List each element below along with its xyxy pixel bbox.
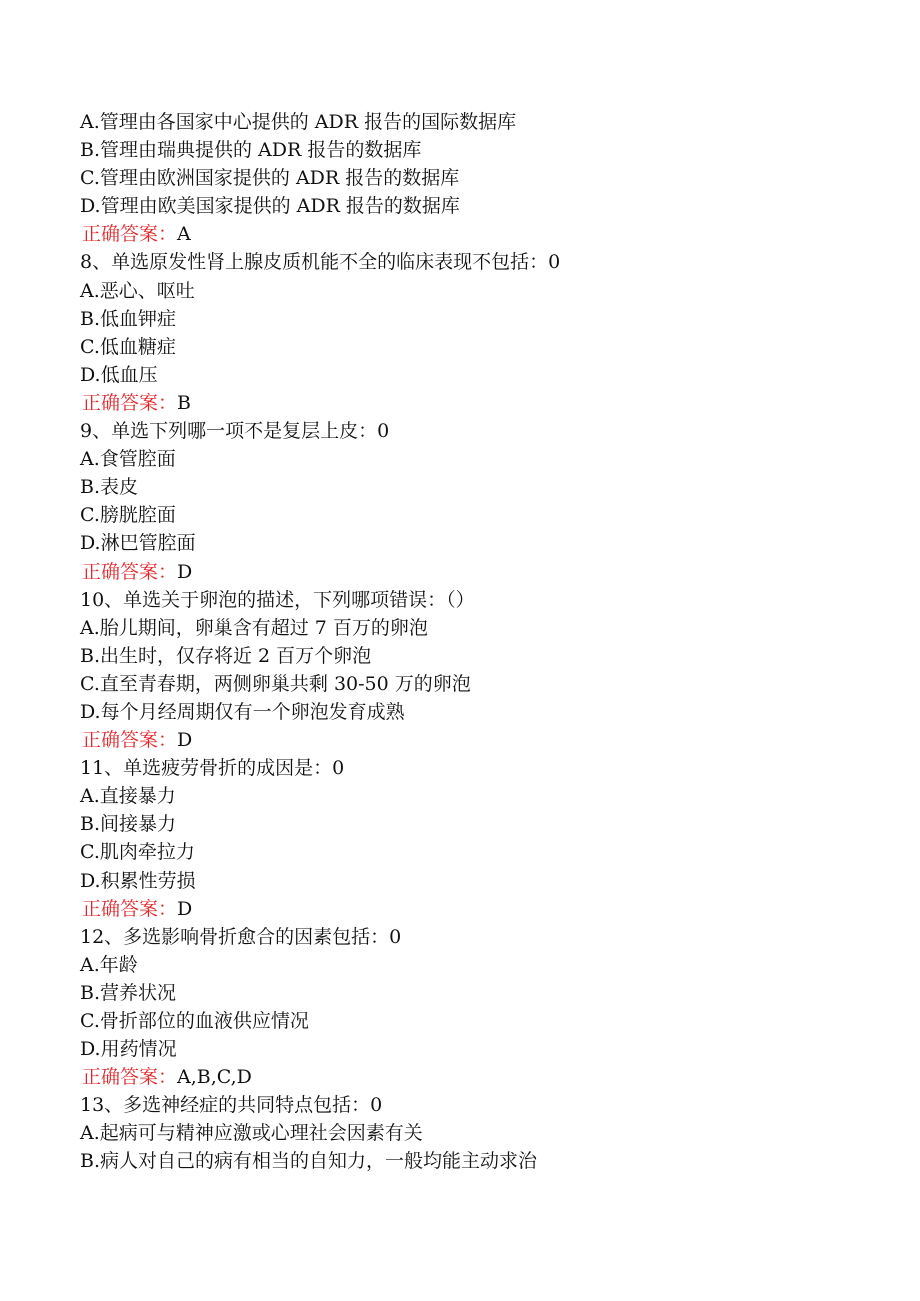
option-text: D.用药情况 xyxy=(80,1038,177,1061)
question-text: 9、单选下列哪一项不是复层上皮：0 xyxy=(80,420,390,443)
option-text: C.骨折部位的血液供应情况 xyxy=(80,1010,309,1032)
correct-answer xyxy=(80,558,860,586)
correct-answer xyxy=(80,389,860,417)
option-text: B.出生时，仅存将近 2 百万个卵泡 xyxy=(80,644,372,667)
answer-label: 正确答案： xyxy=(82,560,178,583)
answer-value: D xyxy=(177,560,193,583)
option-text: B.病人对自己的病有相当的自知力，一般均能主动求治 xyxy=(80,1150,538,1173)
answer-label: 正确答案： xyxy=(82,897,178,920)
option-text: B.低血钾症 xyxy=(80,307,177,330)
document-body xyxy=(80,108,860,1176)
option-text: D.淋巴管腔面 xyxy=(80,532,196,555)
option-text: B.管理由瑞典提供的 ADR 报告的数据库 xyxy=(80,139,422,162)
option-text: B.营养状况 xyxy=(80,981,177,1004)
option-text: D.积累性劳损 xyxy=(80,869,196,892)
option-text: A.年龄 xyxy=(80,953,138,976)
question-text: 10、单选关于卵泡的描述，下列哪项错误：（） xyxy=(80,588,475,611)
answer-label: 正确答案： xyxy=(82,391,178,414)
option-text: D.每个月经周期仅有一个卵泡发育成熟 xyxy=(80,700,405,723)
option-text: A.直接暴力 xyxy=(80,785,176,808)
option-text: A.起病可与精神应激或心理社会因素有关 xyxy=(80,1122,423,1145)
option-text: C.膀胱腔面 xyxy=(80,504,176,527)
answer-label: 正确答案： xyxy=(82,223,178,246)
correct-answer xyxy=(80,895,860,923)
question-text: 12、多选影响骨折愈合的因素包括：0 xyxy=(80,925,402,948)
option-text: B.表皮 xyxy=(80,476,139,499)
question-text: 13、多选神经症的共同特点包括：0 xyxy=(80,1094,383,1117)
option-text: A.胎儿期间，卵巢含有超过 7 百万的卵泡 xyxy=(80,616,428,639)
option-text: B.间接暴力 xyxy=(80,813,177,836)
answer-value: D xyxy=(177,729,193,752)
correct-answer xyxy=(80,220,860,248)
answer-value: B xyxy=(177,391,191,414)
answer-label: 正确答案： xyxy=(82,729,178,752)
option-text: C.低血糖症 xyxy=(80,335,176,358)
option-text: D.低血压 xyxy=(80,363,158,386)
answer-value: A xyxy=(177,223,191,246)
answer-value: D xyxy=(177,897,193,920)
correct-answer xyxy=(80,1063,860,1091)
answer-value: A,B,C,D xyxy=(177,1066,252,1089)
option-text: C.管理由欧洲国家提供的 ADR 报告的数据库 xyxy=(80,167,460,190)
option-text: C.直至青春期，两侧卵巢共剩 30-50 万的卵泡 xyxy=(80,672,471,695)
answer-label: 正确答案： xyxy=(82,1066,178,1089)
option-text: C.肌肉牵拉力 xyxy=(80,841,195,864)
option-text: A.恶心、呕吐 xyxy=(80,279,195,302)
option-text: A.管理由各国家中心提供的 ADR 报告的国际数据库 xyxy=(80,111,517,133)
option-text: A.食管腔面 xyxy=(80,448,176,471)
question-text: 11、单选疲劳骨折的成因是：0 xyxy=(80,757,345,780)
option-text: D.管理由欧美国家提供的 ADR 报告的数据库 xyxy=(80,195,460,218)
question-text: 8、单选原发性肾上腺皮质机能不全的临床表现不包括：0 xyxy=(80,251,561,274)
correct-answer xyxy=(80,726,860,754)
